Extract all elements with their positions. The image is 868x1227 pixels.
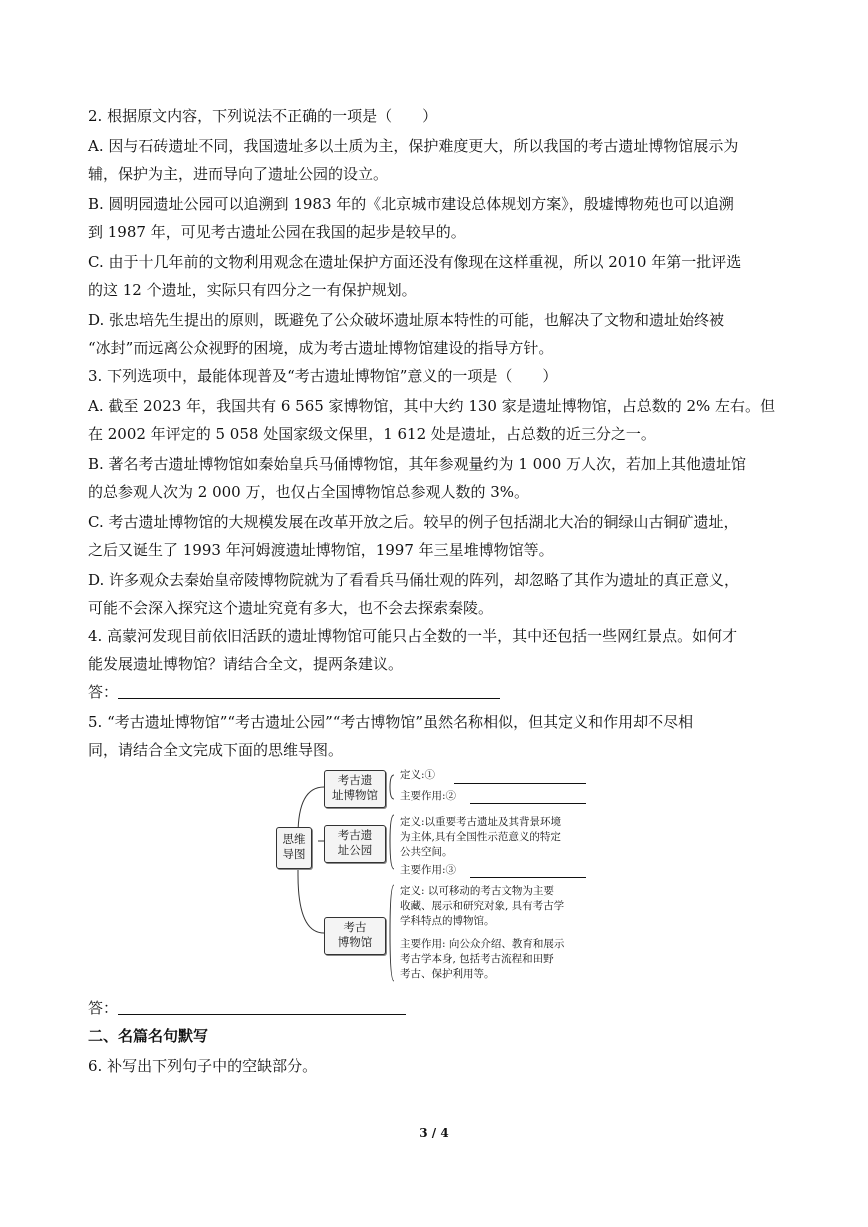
q2-option-c-line1: C. 由于十几年前的文物利用观念在遗址保护方面还没有像现在这样重视，所以 2010 年第一批评选	[88, 253, 742, 271]
q5-line1: 5. “考古遗址博物馆”“考古遗址公园”“考古博物馆”虽然名称相似，但其定义和作用却不尽相	[88, 713, 694, 731]
q2-option-b-line1: B. 圆明园遗址公园可以追溯到 1983 年的《北京城市建设总体规划方案》，殷墟博物苑也可以追溯	[88, 195, 734, 213]
park-definition-line2: 为主体,具有全国性示范意义的特定	[400, 831, 561, 843]
q4-line2: 能发展遗址博物馆？请结合全文，提两条建议。	[88, 655, 404, 673]
mind-map-root	[276, 827, 312, 869]
museum-function: 主要作用:②	[400, 790, 457, 802]
q4-line1: 4. 高蒙河发现目前依旧活跃的遗址博物馆可能只占全数的一半，其中还包括一些网红景点。如何才	[88, 627, 738, 645]
mind-map	[276, 765, 596, 990]
park-definition-line3: 公共空间。	[400, 846, 453, 858]
q2-option-d-line1: D. 张忠培先生提出的原则，既避免了公众破坏遗址原本特性的可能，也解决了文物和遗址始终被	[88, 311, 725, 329]
node-archaeological-site-museum	[324, 770, 386, 808]
q3-option-d-line2: 可能不会深入探究这个遗址究竟有多大，也不会去探索秦陵。	[88, 599, 494, 617]
park-label-1: 考古遗	[337, 828, 373, 842]
q6-stem: 6. 补写出下列句子中的空缺部分。	[88, 1057, 318, 1075]
blank-1-line[interactable]	[454, 783, 586, 784]
q3-stem: 3. 下列选项中，最能体现普及“考古遗址博物馆”意义的一项是（ ）	[88, 367, 558, 385]
park-definition-line1: 定义:以重要考古遗址及其背景环境	[400, 816, 562, 828]
q3-option-b-line2: 的总参观人次为 2 000 万，也仅占全国博物馆总参观人数的 3%。	[88, 483, 530, 501]
blank-3-line[interactable]	[470, 877, 586, 878]
q3-option-c-line1: C. 考古遗址博物馆的大规模发展在改革开放之后。较早的例子包括湖北大冶的铜绿山古铜矿遗址，	[88, 513, 739, 531]
q3-option-c-line2: 之后又诞生了 1993 年河姆渡遗址博物馆，1997 年三星堆博物馆等。	[88, 541, 554, 559]
q2-option-b-line2: 到 1987 年，可见考古遗址公园在我国的起步是较早的。	[88, 223, 466, 241]
q4-answer-line[interactable]	[118, 698, 500, 699]
q3-option-d-line1: D. 许多观众去秦始皇帝陵博物院就为了看看兵马俑壮观的阵列，却忽略了其作为遗址的真正意义，	[88, 571, 740, 589]
arch-function-line3: 考古、保护利用等。	[400, 968, 495, 980]
root-label-2: 导图	[282, 847, 306, 861]
q5-answer-line[interactable]	[118, 1014, 406, 1015]
q3-option-a-line1: A. 截至 2023 年，我国共有 6 565 家博物馆，其中大约 130 家是遗址博物馆，占总数的 2% 左右。但	[88, 397, 776, 415]
museum-label-1: 考古遗	[337, 773, 373, 787]
arch-function-line1: 主要作用: 向公众介绍、教育和展示	[400, 938, 565, 950]
q2-option-a-line2: 辅，保护为主，进而导向了遗址公园的设立。	[88, 165, 389, 183]
arch-function-line2: 考古学本身, 包括考古流程和田野	[400, 953, 554, 965]
page-number: 3 / 4	[419, 1126, 449, 1140]
q3-option-a-line2: 在 2002 年评定的 5 058 处国家级文保里，1 612 处是遗址，占总数的近三分之一。	[88, 425, 656, 443]
q5-line2: 同，请结合全文完成下面的思维导图。	[88, 741, 344, 759]
museum-label-2: 址博物馆	[332, 788, 378, 802]
node-archaeological-site-park	[324, 825, 386, 863]
q2-stem: 2. 根据原文内容，下列说法不正确的一项是（ ）	[88, 107, 438, 125]
q3-option-b-line1: B. 著名考古遗址博物馆如秦始皇兵马俑博物馆，其年参观量约为 1 000 万人次，若加上其他遗址馆	[88, 455, 747, 473]
section-heading: 二、名篇名句默写	[88, 1027, 209, 1045]
blank-2-line[interactable]	[470, 803, 586, 804]
park-function: 主要作用:③	[400, 864, 457, 876]
root-label-1: 思维	[282, 832, 306, 846]
q2-option-d-line2: “冰封”而远离公众视野的困境，成为考古遗址博物馆建设的指导方针。	[88, 339, 554, 357]
q2-option-c-line2: 的这 12 个遗址，实际只有四分之一有保护规划。	[88, 281, 417, 299]
arch-label-1: 考古	[343, 920, 367, 934]
museum-definition: 定义:①	[400, 769, 436, 781]
arch-definition-line2: 收藏、展示和研究对象, 具有考古学	[400, 900, 565, 912]
arch-label-2: 博物馆	[337, 935, 373, 949]
q5-answer-label: 答：	[88, 999, 119, 1017]
node-archaeology-museum	[324, 917, 386, 955]
arch-definition-line3: 学科特点的博物馆。	[400, 915, 495, 927]
q2-option-a-line1: A. 因与石砖遗址不同，我国遗址多以土质为主，保护难度更大，所以我国的考古遗址博物馆展示为	[88, 137, 739, 155]
park-label-2: 址公园	[337, 843, 373, 857]
q4-answer-label: 答：	[88, 683, 119, 701]
arch-definition-line1: 定义: 以可移动的考古文物为主要	[400, 885, 554, 897]
